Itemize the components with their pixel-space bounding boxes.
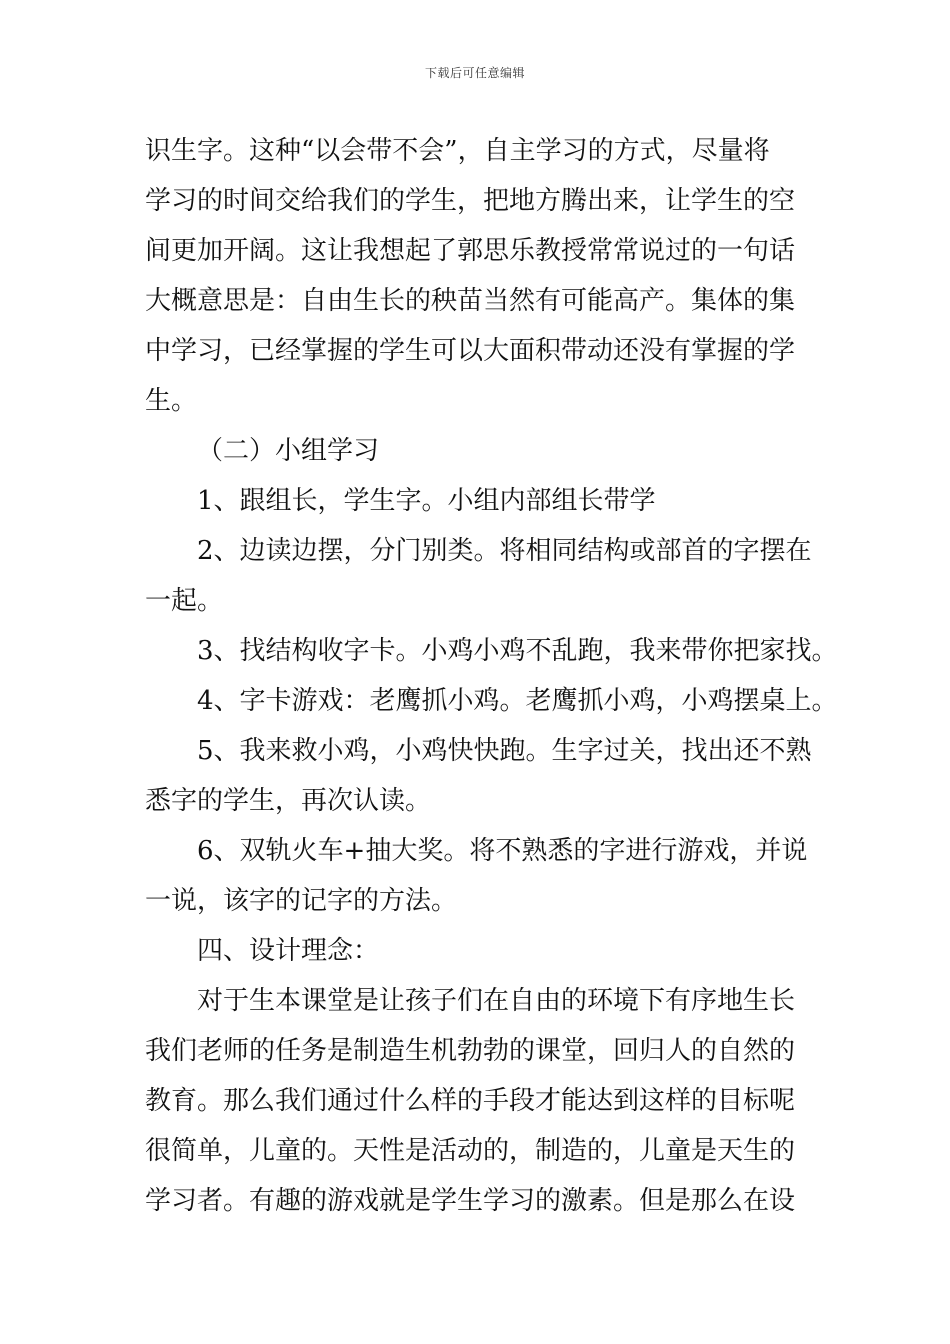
text-line: 识生字。这种“以会带不会”，自主学习的方式，尽量将 bbox=[145, 136, 770, 166]
list-item: 1、跟组长，学生字。小组内部组长带学 bbox=[197, 486, 656, 516]
text-line: 很简单，儿童的。天性是活动的，制造的，儿童是天生的 bbox=[145, 1136, 796, 1166]
list-item: 3、找结构收字卡。小鸡小鸡不乱跑，我来带你把家找。 bbox=[197, 636, 838, 666]
list-item: 4、字卡游戏：老鹰抓小鸡。老鹰抓小鸡，小鸡摆桌上。 bbox=[197, 686, 838, 716]
text-line: 学习的时间交给我们的学生，把地方腾出来，让学生的空 bbox=[145, 186, 796, 216]
text-line: 大概意思是：自由生长的秧苗当然有可能高产。集体的集 bbox=[145, 286, 796, 316]
paragraph-start: 对于生本课堂是让孩子们在自由的环境下有序地生长 bbox=[197, 986, 796, 1016]
text-line: 教育。那么我们通过什么样的手段才能达到这样的目标呢 bbox=[145, 1086, 796, 1116]
text-line: 学习者。有趣的游戏就是学生学习的激素。但是那么在设 bbox=[145, 1186, 796, 1216]
text-line: 间更加开阔。这让我想起了郭思乐教授常常说过的一句话 bbox=[145, 236, 796, 266]
text-line: 中学习，已经掌握的学生可以大面积带动还没有掌握的学 bbox=[145, 336, 796, 366]
text-line: 我们老师的任务是制造生机勃勃的课堂，回归人的自然的 bbox=[145, 1036, 796, 1066]
list-item: 6、双轨火车+抽大奖。将不熟悉的字进行游戏，并说 bbox=[197, 836, 808, 866]
section-heading: （二）小组学习 bbox=[197, 436, 380, 466]
text-line: 生。 bbox=[145, 386, 198, 416]
list-item: 5、我来救小鸡，小鸡快快跑。生字过关，找出还不熟 bbox=[197, 736, 812, 766]
text-line: 悉字的学生，再次认读。 bbox=[145, 786, 432, 816]
section-heading: 四、设计理念： bbox=[197, 936, 380, 966]
text-line: 一说，该字的记字的方法。 bbox=[145, 886, 458, 916]
document-body bbox=[145, 126, 838, 1226]
page-header: 下载后可任意编辑 bbox=[424, 66, 525, 80]
text-line: 一起。 bbox=[145, 586, 224, 616]
list-item: 2、边读边摆，分门别类。将相同结构或部首的字摆在 bbox=[197, 536, 812, 566]
